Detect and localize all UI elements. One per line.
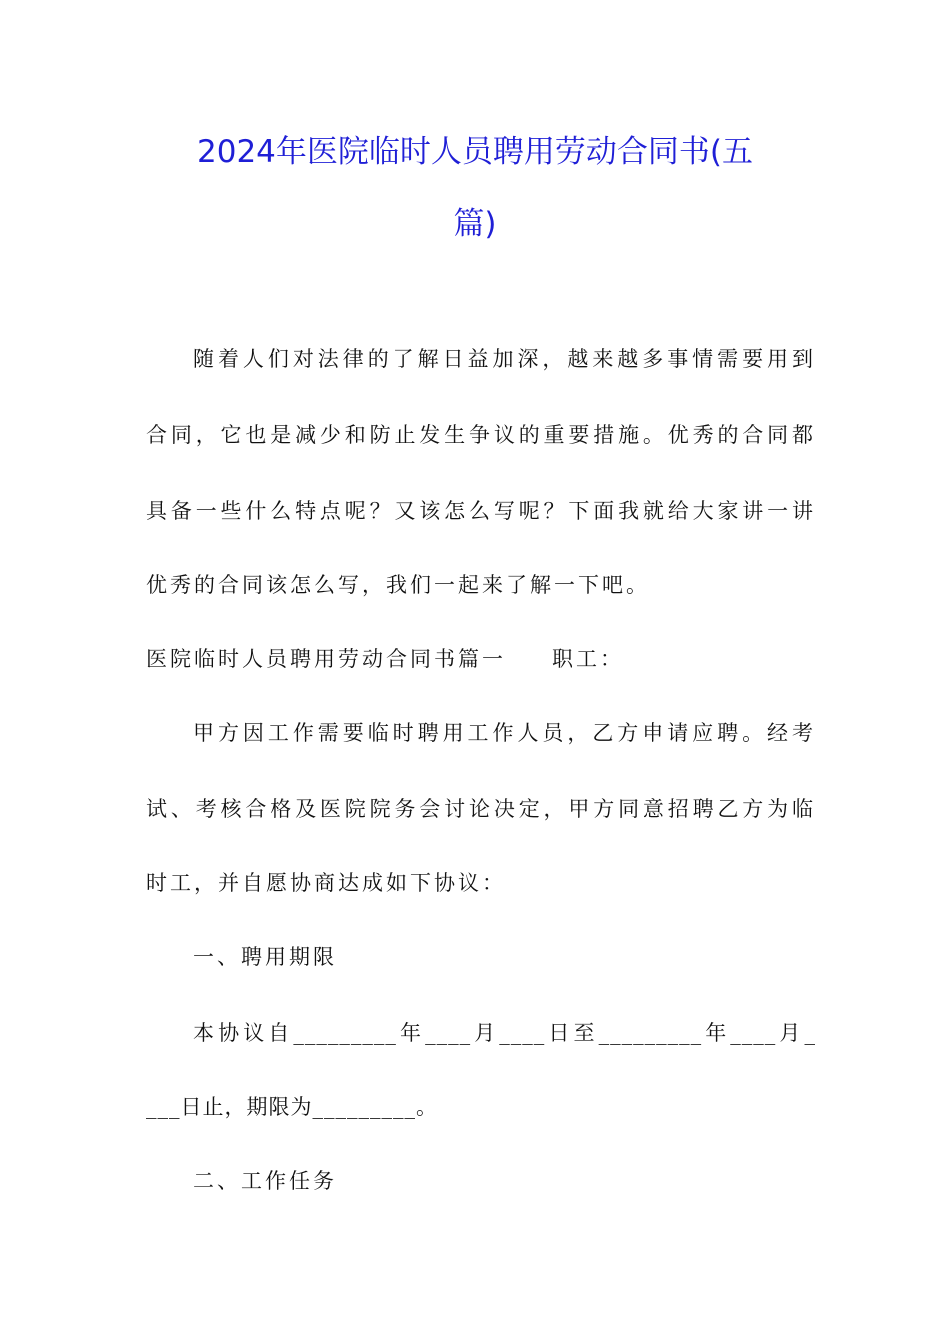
section-heading-row bbox=[146, 645, 816, 673]
clause-1-title: 一、聘用期限 bbox=[193, 945, 337, 969]
document-title-line-1: 2024年医院临时人员聘用劳动合同书(五 bbox=[197, 134, 753, 170]
section-heading: 医院临时人员聘用劳动合同书篇一 bbox=[146, 647, 506, 671]
intro-paragraph-line-2: 合同，它也是减少和防止发生争议的重要措施。优秀的合同都 bbox=[146, 423, 816, 447]
intro-paragraph-line-1: 随着人们对法律的了解日益加深，越来越多事情需要用到 bbox=[193, 347, 816, 371]
section-label: 职工： bbox=[552, 647, 624, 671]
clause-2-title: 二、工作任务 bbox=[193, 1169, 337, 1193]
intro-paragraph-line-3: 具备一些什么特点呢？又该怎么写呢？下面我就给大家讲一讲 bbox=[146, 499, 816, 523]
clause-1-line-1: 本协议自_________年____月____日至_________年____月_ bbox=[193, 1021, 816, 1045]
body-paragraph-line-3: 时工，并自愿协商达成如下协议： bbox=[146, 871, 506, 895]
intro-paragraph-line-4: 优秀的合同该怎么写，我们一起来了解一下吧。 bbox=[146, 573, 650, 597]
document-title-line-2: 篇) bbox=[453, 206, 497, 242]
body-paragraph-line-2: 试、考核合格及医院院务会讨论决定，甲方同意招聘乙方为临 bbox=[146, 797, 816, 821]
body-paragraph-line-1: 甲方因工作需要临时聘用工作人员，乙方申请应聘。经考 bbox=[193, 721, 816, 745]
clause-1-line-2: ___日止，期限为_________。 bbox=[146, 1095, 438, 1119]
